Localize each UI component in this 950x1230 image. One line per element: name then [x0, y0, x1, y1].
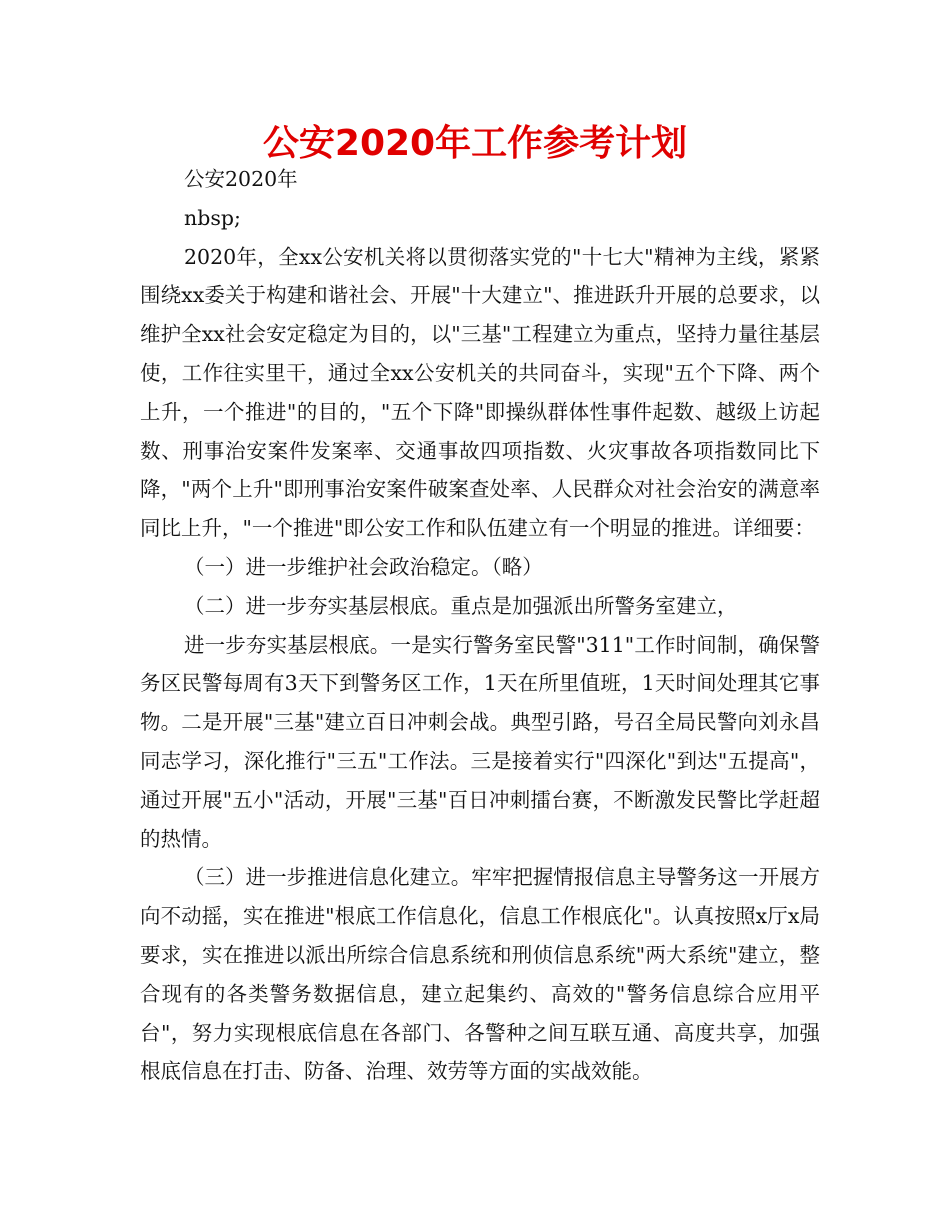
paragraph: nbsp;: [184, 205, 241, 230]
paragraph: 2020年，全xx公安机关将以贯彻落实党的"十七大"精神为主线，紧紧围绕xx委关于构建和谐社会、开展"十大建立"、推进跃升开展的总要求，以维护全xx社会安定稳定为目的，以"三基"工程建立为重点，坚持力量往基层使，工作往实里干，通过全xx公安机关的共同奋斗，实现"五个下降、两个上升，一个推进"的目的，"五个下降"即操纵群体性事件起数、越级上访起数、刑事治安案件发案率、交通事故四项指数、火灾事故各项指数同比下降，"两个上升"即刑事治安案件破案查处率、人民群众对社会治安的满意率同比上升，"一个推进"即公安工作和队伍建立有一个明显的推进。详细要：: [140, 244, 820, 541]
paragraph: 进一步夯实基层根底。一是实行警务室民警"311"工作时间制，确保警务区民警每周有3天下到警务区工作，1天在所里值班，1天时间处理其它事物。二是开展"三基"建立百日冲刺会战。典型引路，号召全局民警向刘永昌同志学习，深化推行"三五"工作法。三是接着实行"四深化"到达"五提高"，通过开展"五小"活动，开展"三基"百日冲刺擂台赛，不断激发民警比学赶超的热情。: [140, 632, 820, 851]
paragraph: （一）进一步维护社会政治稳定。（略）: [184, 554, 543, 579]
paragraph: （二）进一步夯实基层根底。重点是加强派出所警务室建立，: [184, 593, 738, 618]
paragraph: 公安2020年: [184, 167, 298, 191]
paragraph: （三）进一步推进信息化建立。牢牢把握情报信息主导警务这一开展方向不动摇，实在推进"根底工作信息化，信息工作根底化"。认真按照x厅x局要求，实在推进以派出所综合信息系统和刑侦信息系统"两大系统"建立，整合现有的各类警务数据信息，建立起集约、高效的"警务信息综合应用平台"，努力实现根底信息在各部门、各警种之间互联互通、高度共享，加强根底信息在打击、防备、治理、效劳等方面的实战效能。: [140, 865, 820, 1084]
document-body: [140, 160, 820, 1091]
document-title: 公安2020年工作参考计划: [262, 123, 688, 164]
